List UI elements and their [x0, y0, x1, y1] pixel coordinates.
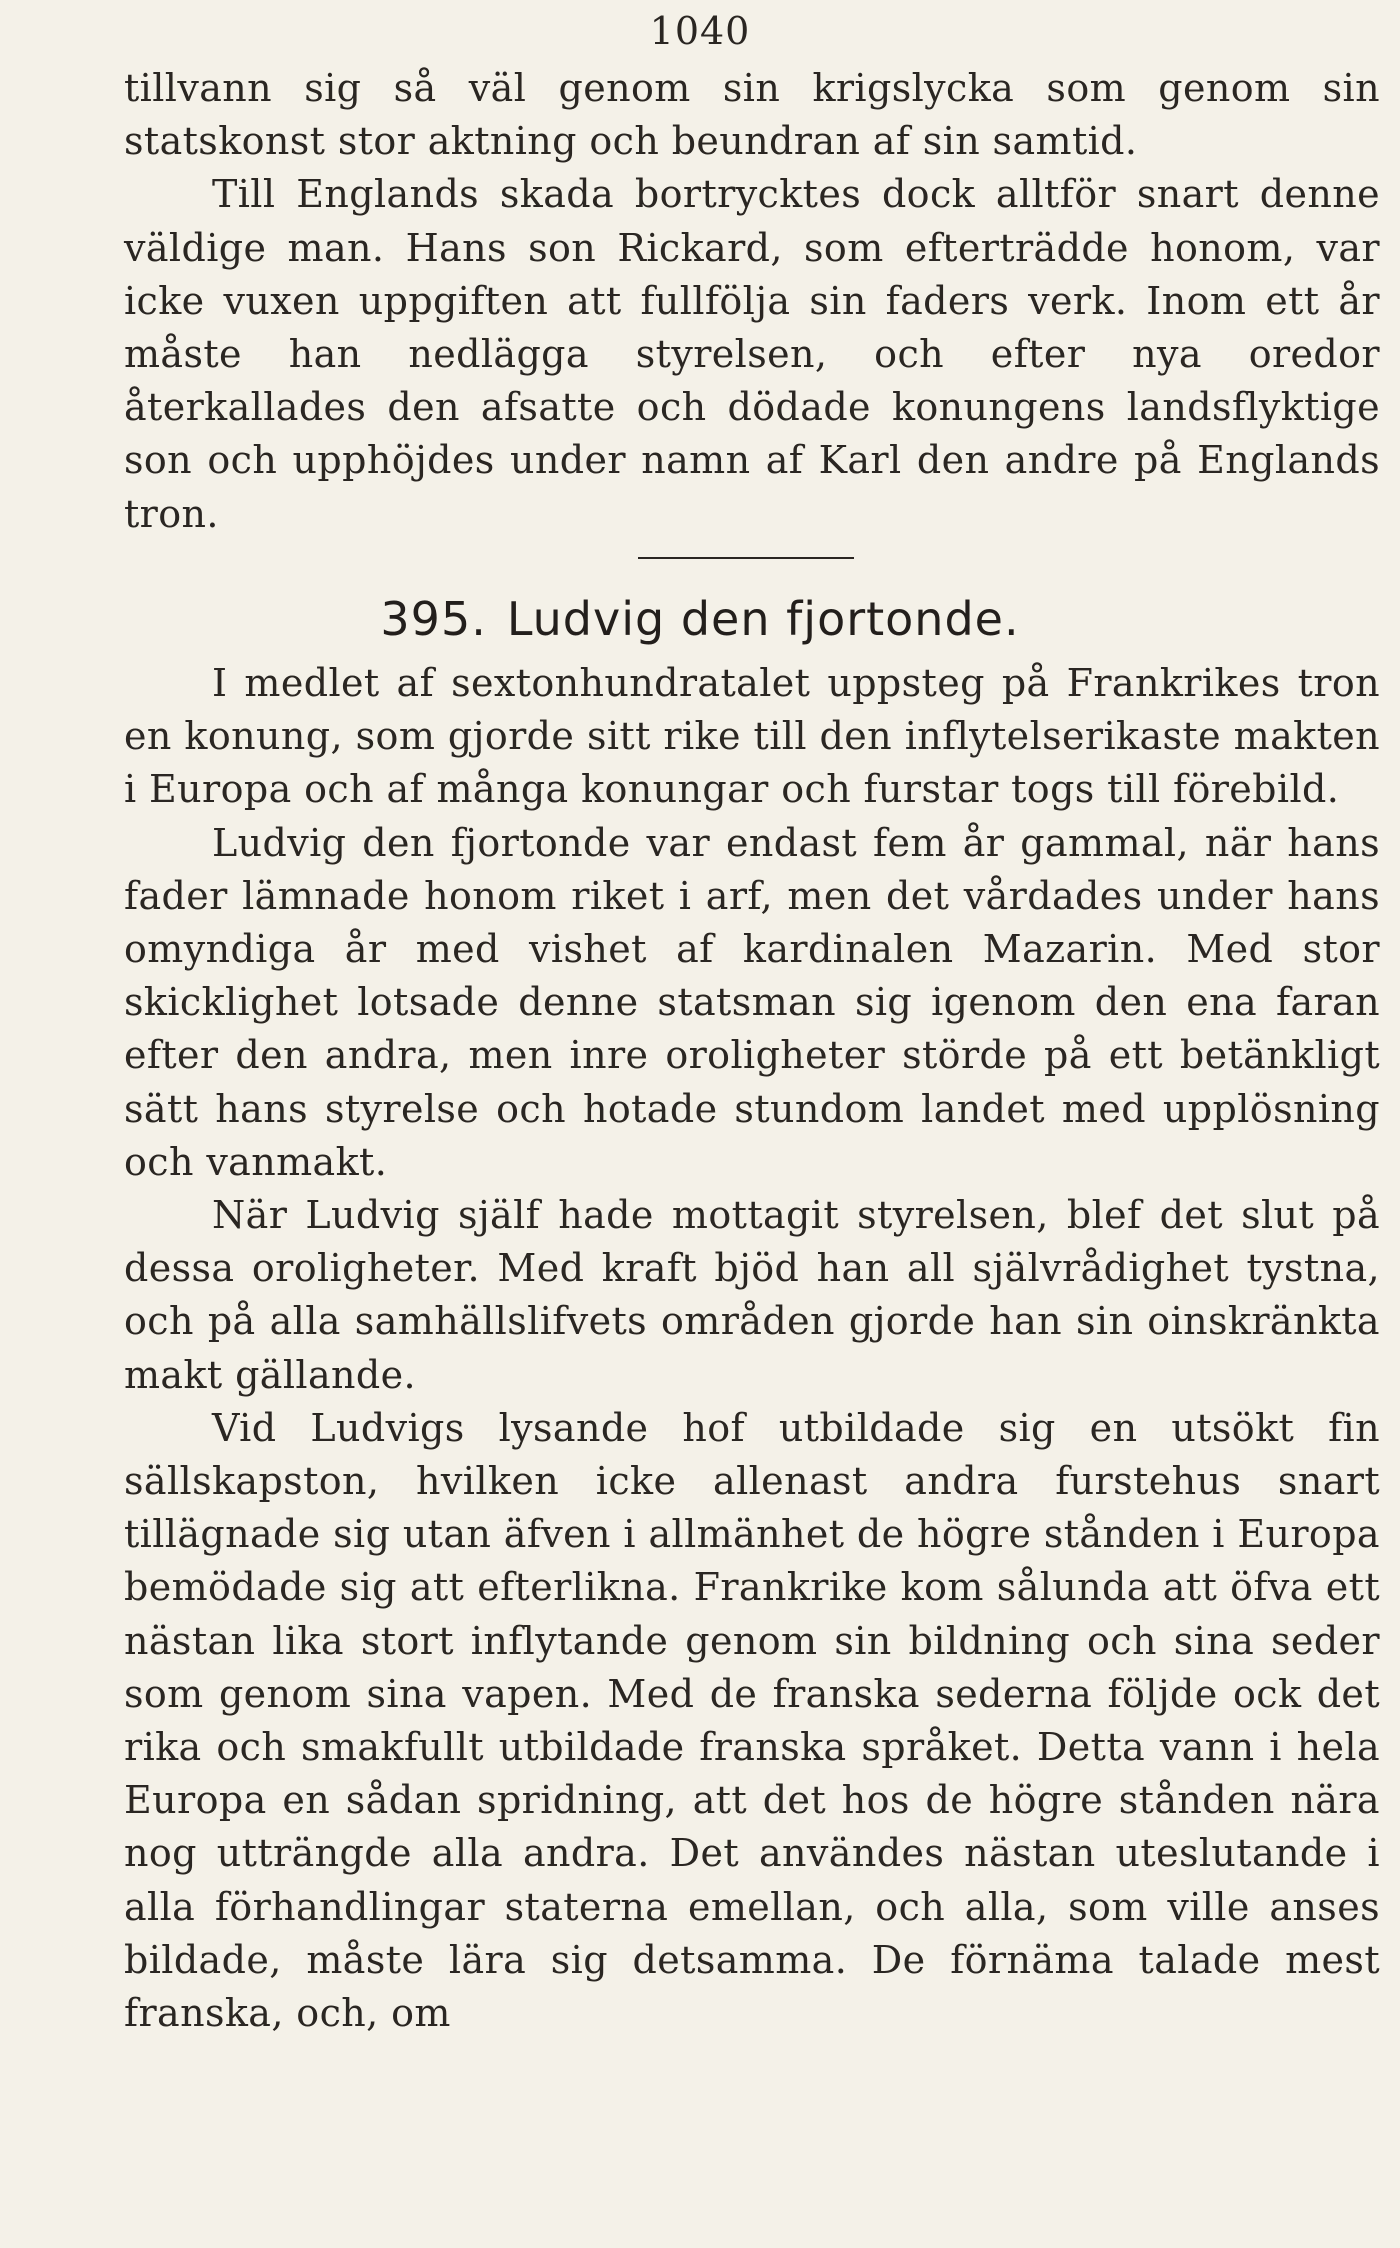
section-number: 395.	[380, 592, 487, 646]
text-block-bottom	[124, 657, 1380, 2040]
paragraph: Till Englands skada bortrycktes dock alltför snart denne väldige man. Hans son Rickard, som efterträdde honom, var icke vuxen uppgiften att fullfölja sin faders verk. Inom ett år måste han nedlägga styrelsen, och efter nya oredor återkallades den afsatte och dödade konungens landsflyktige son och upphöjdes under namn af Karl den andre på Englands tron.	[124, 172, 1380, 536]
paragraph: tillvann sig så väl genom sin krigslycka som genom sin statskonst stor aktning och beundran af sin samtid.	[124, 66, 1380, 164]
paragraph: I medlet af sextonhundratalet uppsteg på Frankrikes tron en konung, som gjorde sitt rike till den inflytelserikaste makten i Europa och af många konungar och furstar togs till förebild.	[124, 661, 1380, 812]
section-heading	[0, 588, 1400, 650]
page-number: 1040	[649, 9, 751, 53]
text-block-top	[124, 62, 1380, 541]
section-divider	[638, 557, 854, 559]
paragraph: Vid Ludvigs lysande hof utbildade sig en utsökt fin sällskapston, hvilken icke allenast andra furstehus snart tillägnade sig utan äfven i allmänhet de högre stånden i Europa bemödade sig att efterlikna. Frankrike kom sålunda att öfva ett nästan lika stort inflytande genom sin bildning och sina seder som genom sina vapen. Med de franska sederna följde ock det rika och smakfullt utbildade franska språket. Detta vann i hela Europa en sådan spridning, att det hos de högre stånden nära nog utträngde alla andra. Det användes nästan uteslutande i alla förhandlingar staterna emellan, och alla, som ville anses bildade, måste lära sig detsamma. De förnäma talade mest franska, och, om	[124, 1405, 1380, 2036]
section-title: Ludvig den fjortonde.	[506, 592, 1020, 646]
paragraph: När Ludvig själf hade mottagit styrelsen, blef det slut på dessa oroligheter. Med kraft bjöd han all självrådighet tystna, och på alla samhällslifvets områden gjorde han sin oinskränkta makt gällande.	[124, 1193, 1380, 1397]
paragraph: Ludvig den fjortonde var endast fem år gammal, när hans fader lämnade honom riket i arf, men det vårdades under hans omyndiga år med vishet af kardinalen Mazarin. Med stor skicklighet lotsade denne statsman sig igenom den ena faran efter den andra, men inre oroligheter störde på ett betänkligt sätt hans styrelse och hotade stundom landet med upplösning och vanmakt.	[124, 820, 1380, 1184]
